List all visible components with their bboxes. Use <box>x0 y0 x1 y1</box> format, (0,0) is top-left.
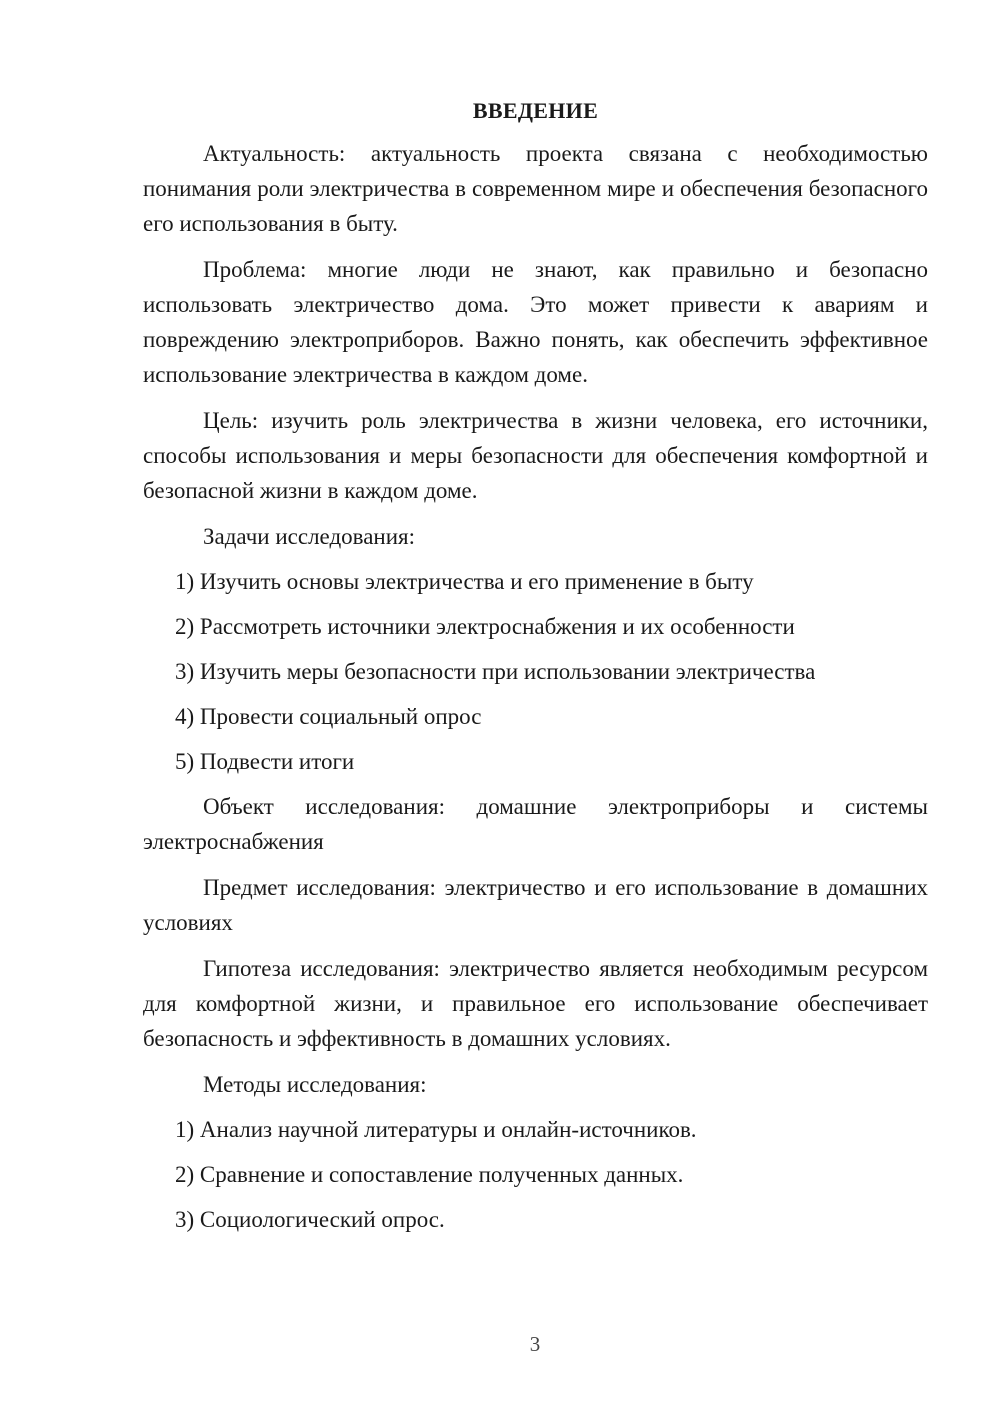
object-paragraph: Объект исследования: домашние электроприборы и системы электроснабжения <box>143 794 928 854</box>
goal-paragraph: Цель: изучить роль электричества в жизни человека, его источники, способы использования и меры безопасности для обеспечения комфортной и безопасной жизни в каждом доме. <box>143 408 928 503</box>
tasks-label: Задачи исследования: <box>203 524 416 549</box>
tasks-list <box>143 564 928 779</box>
problem-paragraph: Проблема: многие люди не знают, как правильно и безопасно использовать электричество дома. Это может привести к авариям и повреждению электроприборов. Важно понять, как обеспечить эффективное использование электричества в каждом доме. <box>143 257 928 387</box>
list-item: 5) Подвести итоги <box>175 749 355 774</box>
page-content <box>143 96 928 1247</box>
methods-list <box>143 1112 928 1237</box>
page-number: 3 <box>529 1332 541 1356</box>
list-item: 3) Изучить меры безопасности при использовании электричества <box>175 659 816 684</box>
list-item: 4) Провести социальный опрос <box>175 704 482 729</box>
list-item: 1) Анализ научной литературы и онлайн-источников. <box>175 1117 697 1142</box>
methods-label: Методы исследования: <box>203 1072 427 1097</box>
list-item: 3) Социологический опрос. <box>175 1207 445 1232</box>
subject-paragraph: Предмет исследования: электричество и его использование в домашних условиях <box>143 875 928 935</box>
list-item: 2) Рассмотреть источники электроснабжения и их особенности <box>175 614 795 639</box>
hypothesis-paragraph: Гипотеза исследования: электричество является необходимым ресурсом для комфортной жизни, и правильное его использование обеспечивает безопасность и эффективность в домашних условиях. <box>143 956 928 1051</box>
list-item: 2) Сравнение и сопоставление полученных данных. <box>175 1162 684 1187</box>
list-item: 1) Изучить основы электричества и его применение в быту <box>175 569 754 594</box>
section-heading: ВВЕДЕНИЕ <box>472 98 599 123</box>
relevance-paragraph: Актуальность: актуальность проекта связана с необходимостью понимания роли электричества в современном мире и обеспечения безопасного его использования в быту. <box>143 141 928 236</box>
